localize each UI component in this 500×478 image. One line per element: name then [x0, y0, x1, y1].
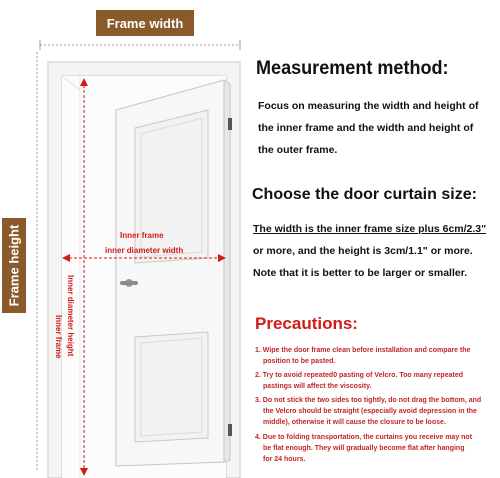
hinge-top [228, 118, 232, 130]
frame-height-text: Frame height [6, 224, 22, 307]
inner-diameter-height-label: Inner diameter height [66, 275, 75, 357]
precaution-line: be flat enough. They will gradually become flat after hanging [263, 445, 465, 452]
curtain-size-line: or more, and the height is 3cm/1.1" or more. [253, 245, 473, 257]
curtain-size-title: Choose the door curtain size: [252, 186, 477, 203]
inner-diameter-width-label: inner diameter width [105, 246, 184, 255]
precautions-title: Precautions: [255, 314, 358, 333]
precaution-line: pastings will affect the viscosity. [263, 383, 372, 390]
measurement-line: Focus on measuring the width and height of [258, 100, 479, 112]
measurement-title: Measurement method: [256, 58, 449, 79]
door-lower-panel [135, 332, 208, 442]
inner-frame-label: Inner frame [120, 231, 164, 240]
precaution-line: position to be pasted. [263, 358, 336, 365]
precaution-line: 2. Try to avoid repeated0 pasting of Velcro. Too many repeated [255, 372, 463, 379]
precaution-line: middle), otherwise it will cause the closure to be loose. [263, 419, 446, 426]
curtain-size-line: Note that it is better to be larger or smaller. [253, 267, 468, 279]
frame-height-label [2, 218, 26, 313]
inner-frame-vertical-label: Inner frame [54, 315, 63, 359]
hinge-bottom [228, 424, 232, 436]
frame-width-label: Frame width [96, 10, 194, 36]
measurement-line: the inner frame and the width and height of [258, 122, 474, 134]
precaution-line: 4. Due to folding transportation, the curtains you receive may not [255, 434, 473, 441]
precaution-line: the Velcro should be straight (especially avoid depression in the [263, 408, 477, 415]
precaution-line: 3. Do not stick the two sides too tightly, do not drag the bottom, and [255, 397, 482, 404]
precaution-line: 1. Wipe the door frame clean before installation and compare the [255, 347, 471, 354]
precaution-line: for 24 hours. [263, 456, 306, 463]
measurement-line: the outer frame. [258, 144, 338, 156]
curtain-size-line: The width is the inner frame size plus 6cm/2.3" [253, 223, 487, 235]
